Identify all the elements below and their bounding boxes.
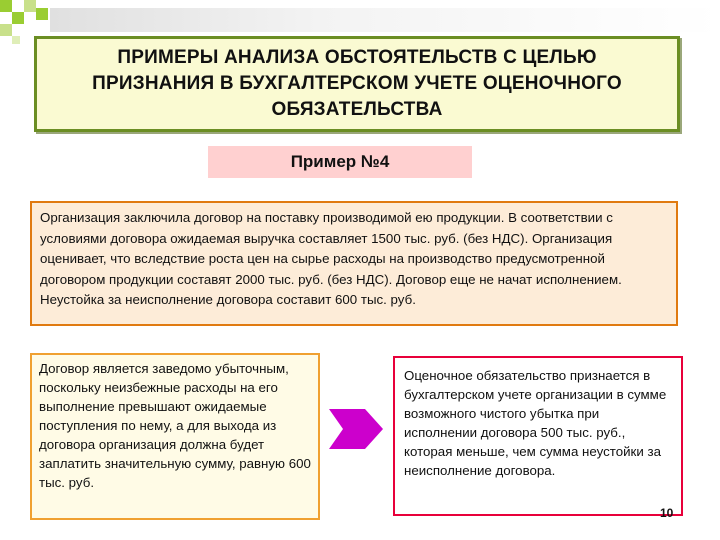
page-number: 10 bbox=[660, 506, 674, 520]
corner-square-2 bbox=[12, 12, 24, 24]
conclusion-box: Оценочное обязательство признается в бухгалтерском учете организации в сумме возможного чистого убытка при исполнении договора 500 тыс. руб., которая меньше, чем сумма неустойки за неисполнение договора. bbox=[393, 356, 683, 516]
chevron-arrow-right-icon bbox=[329, 405, 384, 453]
slide-title: ПРИМЕРЫ АНАЛИЗА ОБСТОЯТЕЛЬСТВ С ЦЕЛЬЮ ПРИЗНАНИЯ В БУХГАЛТЕРСКОМ УЧЕТЕ ОЦЕНОЧНОГО ОБЯЗАТЕЛЬСТВА bbox=[92, 47, 622, 120]
slide-title-box bbox=[34, 36, 680, 132]
case-description: Организация заключила договор на поставку производимой ею продукции. В соответствии с условиями договора ожидаемая выручка составляет 1500 тыс. руб. (без НДС). Организация оценивает, что вследствие роста цен на сырье расходы на производство предусмотренной договором продукции составят 2000 тыс. руб. (без НДС). Договор еще не начат исполнением. Неустойка за неисполнение договора составит 600 тыс. руб. bbox=[30, 201, 678, 326]
analysis-box: Договор является заведомо убыточным, поскольку неизбежные расходы на его выполнение превышают ожидаемые поступления по нему, а для выхода из договора организация должна будет заплатить значительную сумму, равную 600 тыс. руб. bbox=[30, 353, 320, 520]
top-decorative-band bbox=[50, 8, 720, 32]
corner-square-4 bbox=[36, 8, 48, 20]
corner-square-6 bbox=[12, 36, 20, 44]
corner-square-5 bbox=[0, 24, 12, 36]
corner-square-1 bbox=[0, 0, 12, 12]
corner-square-3 bbox=[24, 0, 36, 12]
example-label: Пример №4 bbox=[208, 146, 472, 178]
